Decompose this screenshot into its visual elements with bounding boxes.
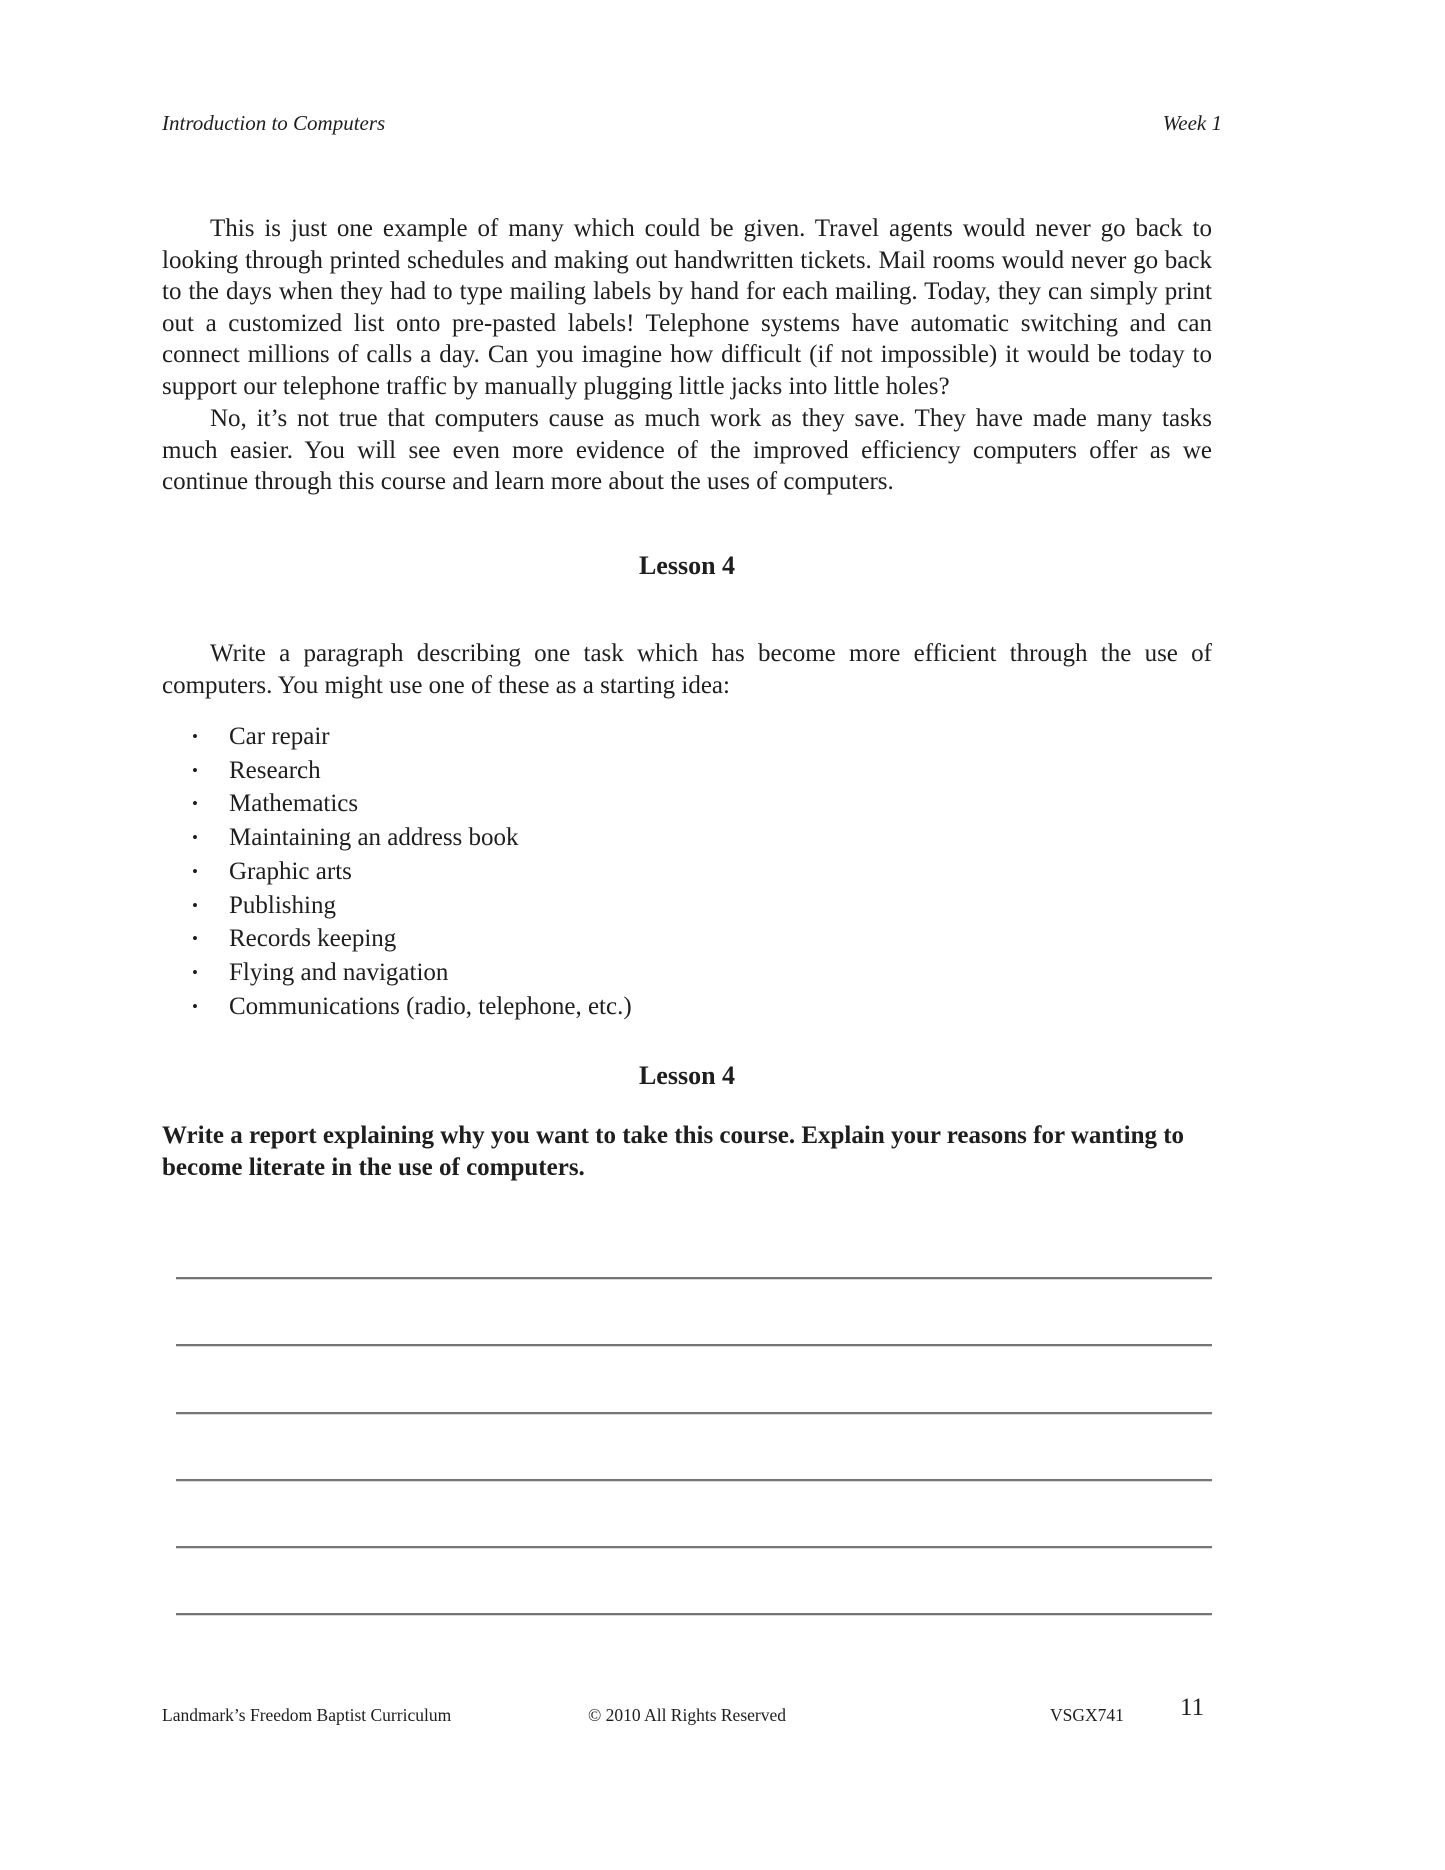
bullet-icon: • [192, 962, 198, 982]
list-item-label: Communications (radio, telephone, etc.) [229, 992, 632, 1020]
bullet-icon: • [192, 794, 198, 814]
list-item-label: Mathematics [229, 790, 359, 818]
list-item [162, 856, 1212, 890]
writing-line [176, 1277, 1212, 1279]
writing-line [176, 1412, 1212, 1414]
bullet-icon: • [192, 727, 198, 746]
writing-line [176, 1546, 1212, 1548]
paragraph-instructions: Write a paragraph describing one task which has become more efficient through the use of computers. You might use one of these as a starting idea: [162, 640, 1212, 699]
writing-line [176, 1613, 1212, 1615]
list-item-label: Flying and navigation [229, 958, 449, 986]
paragraph-examples: This is just one example of many which could be given. Travel agents would never go back to looking through printed schedules and making out handwritten tickets. Mail rooms would never go back to the days when they had to type mailing labels by hand for each mailing. Today, they can simply print out a customized list onto pre-pasted labels! Telephone systems have automatic switching and can connect millions of calls a day. Can you imagine how difficult (if not impossible) it would be today to support our telephone traffic by manually plugging little jacks into little holes? [162, 215, 1212, 400]
lesson-heading-first: Lesson 4 [638, 551, 736, 580]
list-item-label: Records keeping [229, 925, 397, 953]
list-item [162, 721, 1212, 755]
lesson-heading-second: Lesson 4 [638, 1061, 736, 1090]
footer-publisher: Landmark’s Freedom Baptist Curriculum [162, 1705, 452, 1725]
list-item [162, 957, 1212, 991]
list-item-label: Publishing [229, 891, 336, 919]
assignment-paragraph: Write a report explaining why you want to take this course. Explain your reasons for wanting to become literate in the use of computers. [162, 1122, 1185, 1181]
list-item [162, 890, 1212, 924]
page-header [162, 110, 1222, 136]
document-title: Introduction to Computers [162, 111, 386, 135]
bullet-icon: • [192, 996, 198, 1016]
bullet-icon: • [192, 760, 198, 780]
bullet-icon: • [192, 861, 198, 881]
list-item-label: Graphic arts [229, 857, 352, 885]
week-label: Week 1 [1162, 111, 1222, 135]
bullet-icon: • [192, 828, 198, 848]
list-item-label: Research [229, 756, 321, 784]
writing-line [176, 1479, 1212, 1481]
bullet-icon: • [192, 929, 198, 949]
footer-copyright: © 2010 All Rights Reserved [587, 1705, 786, 1725]
list-item [162, 788, 1212, 822]
bullet-list [162, 721, 1212, 1024]
list-item [162, 822, 1212, 856]
list-item [162, 923, 1212, 957]
list-item [162, 991, 1212, 1025]
writing-line [176, 1344, 1212, 1346]
list-item-label: Car repair [229, 723, 330, 750]
bullet-icon: • [192, 895, 198, 915]
footer-course-code: VSGX741 [1050, 1705, 1124, 1725]
page-footer [162, 1694, 1212, 1734]
paragraph-conclusion: No, it’s not true that computers cause as much work as they save. They have made many tasks much easier. You will see even more evidence of the improved efficiency computers offer as we continue through this course and learn more about the uses of computers. [162, 405, 1212, 496]
list-item [162, 755, 1212, 789]
list-item-label: Maintaining an address book [229, 824, 519, 852]
page-number: 11 [1180, 1694, 1205, 1721]
